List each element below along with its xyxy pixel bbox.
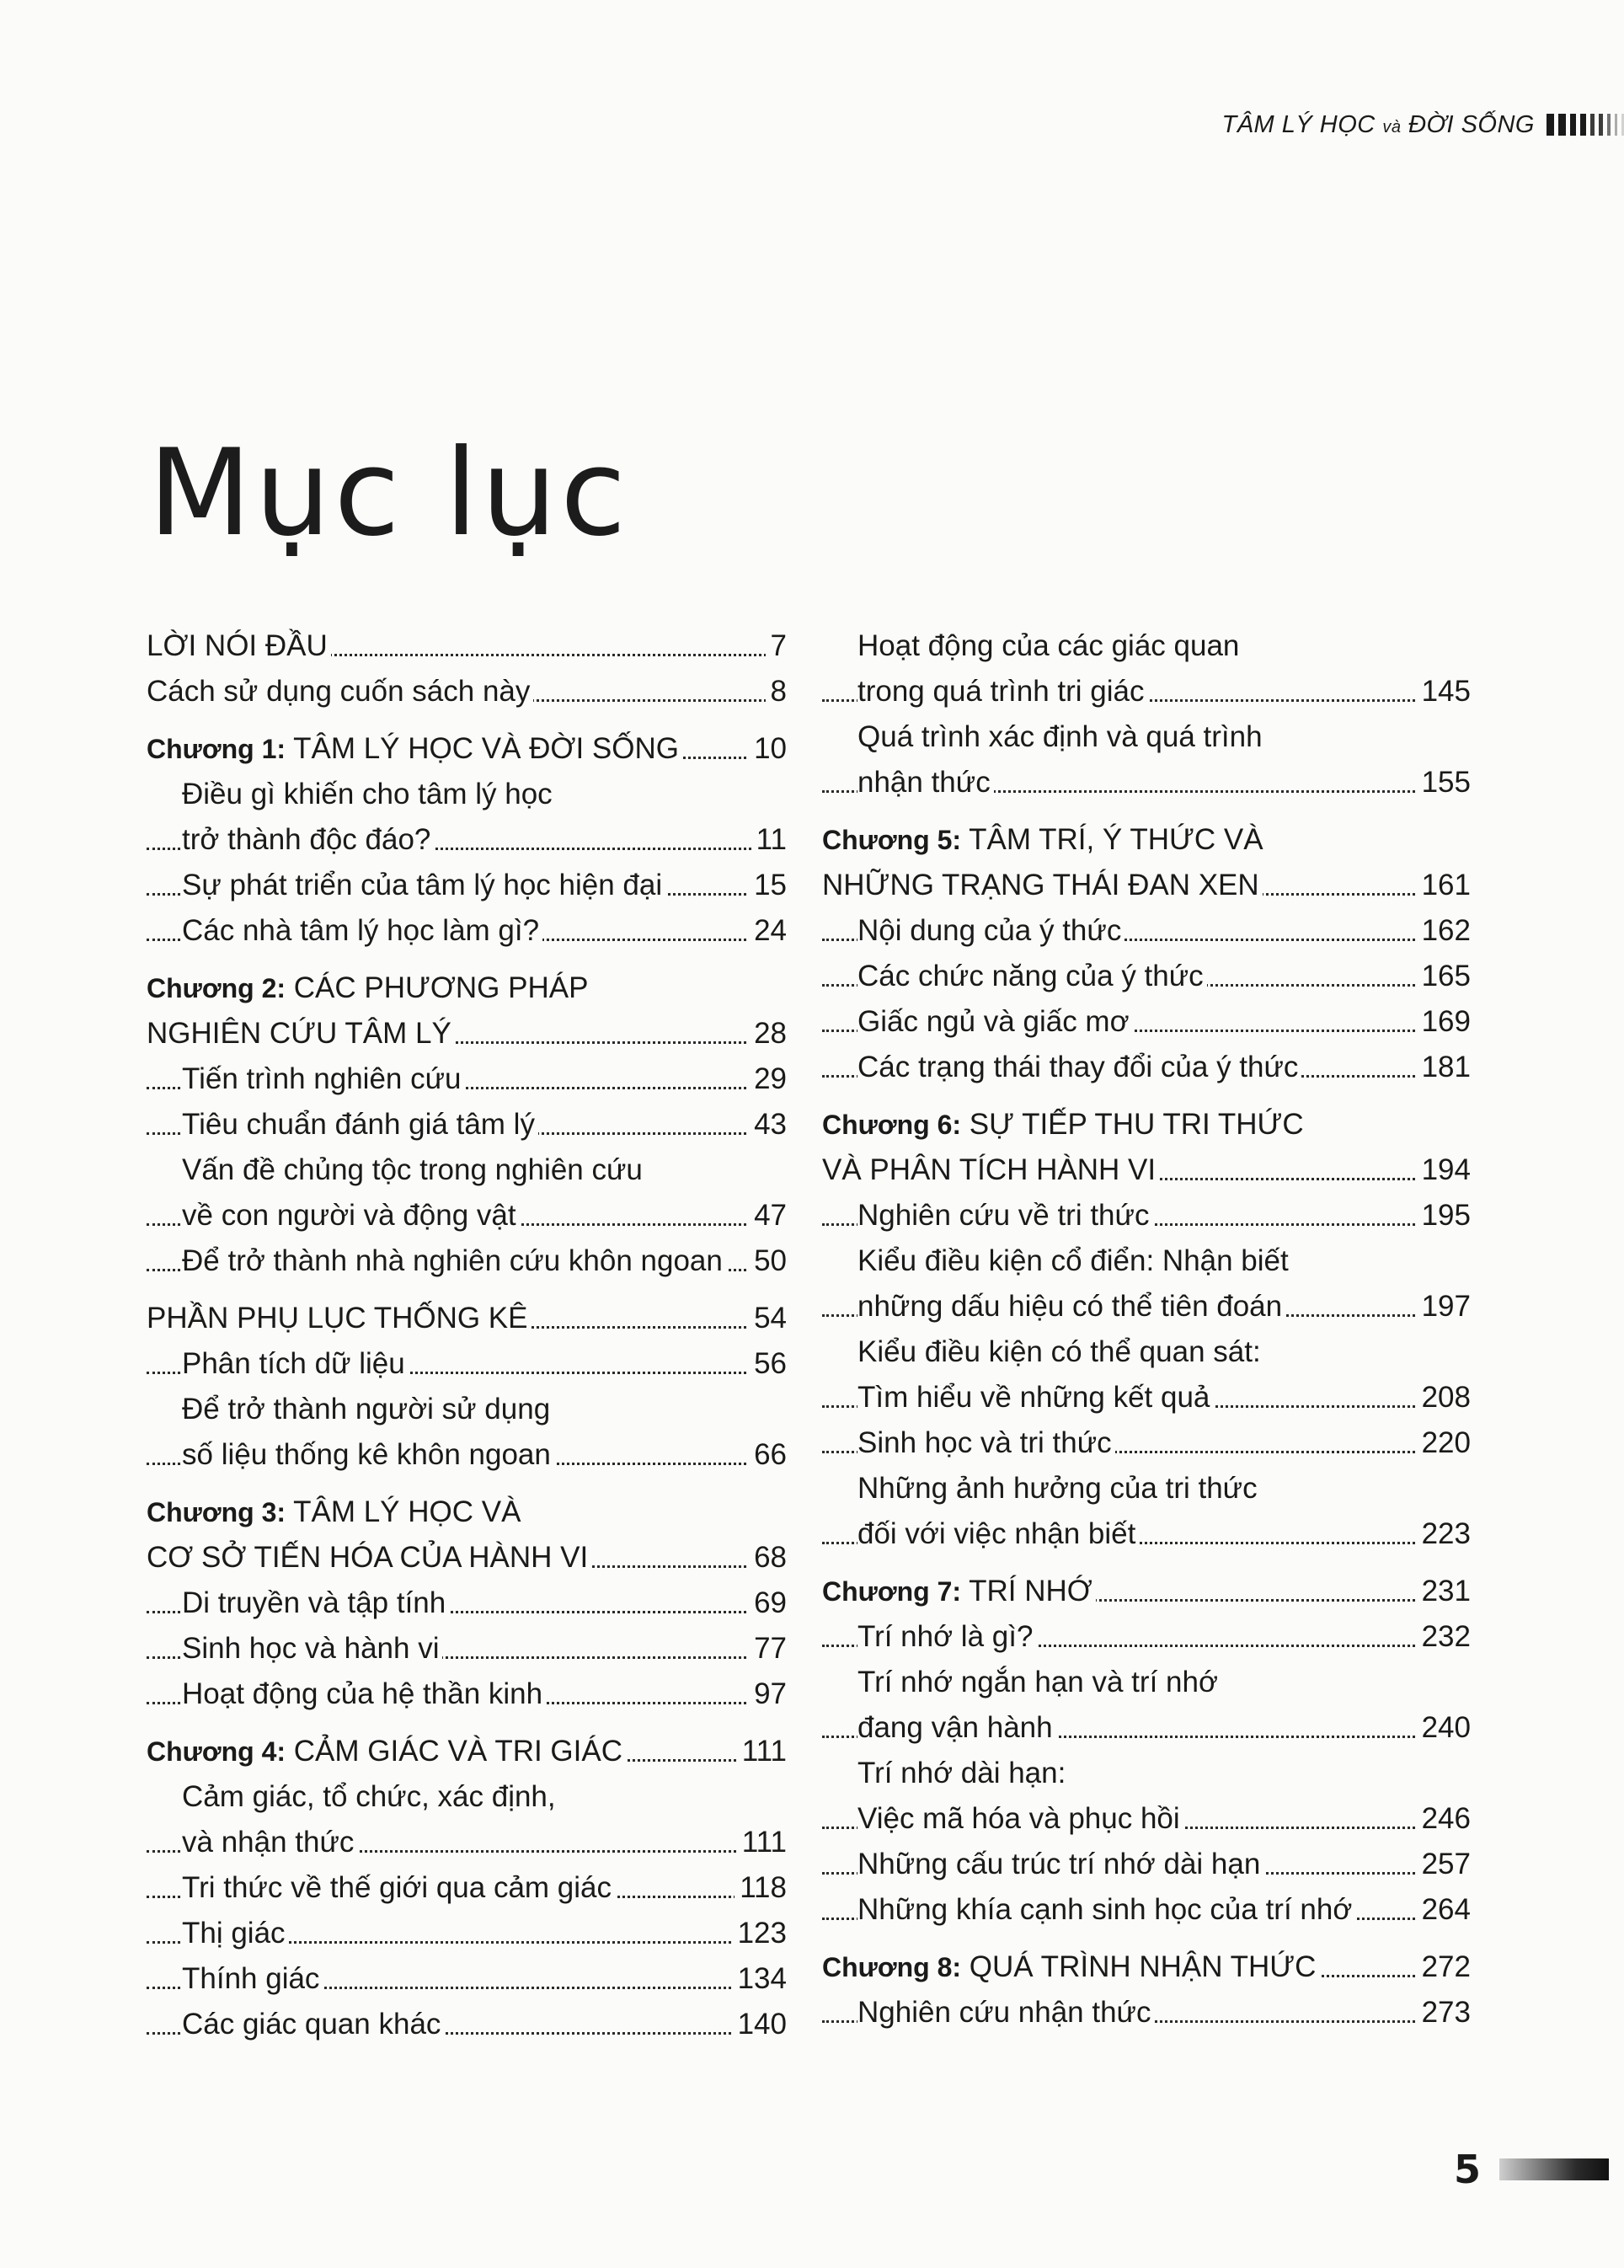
toc-entry-text: số liệu thống kê khôn ngoan	[182, 1438, 551, 1471]
toc-entry-text: Nghiên cứu về tri thức	[857, 1199, 1150, 1232]
toc-entry-text: Việc mã hóa và phục hồi	[857, 1802, 1180, 1835]
page-title: Mục lục	[148, 424, 630, 564]
toc-page-number: 69	[749, 1581, 787, 1626]
toc-page-number: 273	[1417, 1990, 1471, 2035]
toc-entry-label	[857, 1757, 1069, 1789]
toc-entry-text: Những ảnh hưởng của tri thức	[857, 1472, 1258, 1505]
toc-entry-label	[182, 1677, 546, 1710]
toc-entry-text: Giấc ngủ và giấc mơ	[857, 1005, 1130, 1038]
toc-entry-text: PHẦN PHỤ LỤC THỐNG KÊ	[147, 1302, 528, 1335]
toc-sub-entry	[147, 908, 787, 954]
page-number-block	[1454, 2147, 1609, 2192]
toc-entry	[147, 669, 787, 714]
toc-entry-label	[147, 732, 682, 765]
toc-entry-text: QUÁ TRÌNH NHẬN THỨC	[969, 1950, 1317, 1983]
toc-page-number: 220	[1417, 1420, 1471, 1466]
toc-entry-text: về con người và động vật	[182, 1199, 516, 1232]
toc-page-number: 246	[1417, 1796, 1471, 1842]
toc-entry-text: trong quá trình tri giác	[857, 675, 1145, 708]
toc-entry-label	[857, 1244, 1292, 1277]
toc-right-column	[822, 623, 1471, 2035]
toc-page-number: 47	[749, 1193, 787, 1238]
toc-entry-label	[857, 1472, 1261, 1505]
toc-entry-text: nhận thức	[857, 766, 991, 799]
toc-sub-entry	[147, 817, 787, 863]
running-header	[1222, 108, 1624, 142]
toc-entry-label	[857, 766, 994, 799]
toc-entry-text: trở thành độc đáo?	[182, 823, 431, 856]
toc-sub-entry	[147, 1956, 787, 2002]
toc-page-number: 77	[749, 1626, 787, 1672]
toc-entry-label	[182, 1393, 553, 1426]
chapter-number: Chương 5:	[822, 825, 962, 855]
toc-sub-entry	[822, 669, 1471, 714]
toc-page-number: 232	[1417, 1614, 1471, 1660]
toc-entry	[822, 1147, 1471, 1193]
toc-chapter-entry	[147, 1729, 787, 1774]
toc-entry-text: Cảm giác, tổ chức, xác định,	[182, 1780, 556, 1813]
toc-entry-label	[147, 971, 591, 1004]
toc-page-number: 181	[1417, 1045, 1471, 1090]
toc-sub-entry	[147, 1626, 787, 1672]
toc-sub-entry	[822, 1284, 1471, 1329]
toc-entry-text: Quá trình xác định và quá trình	[857, 720, 1263, 753]
toc-entry-text: Những khía cạnh sinh học của trí nhớ	[857, 1893, 1353, 1926]
toc-entry	[822, 863, 1471, 908]
toc-page-number: 28	[749, 1011, 787, 1056]
toc-sub-entry	[822, 1705, 1471, 1751]
toc-entry-label	[857, 720, 1266, 753]
toc-entry-label	[822, 1108, 1307, 1141]
toc-entry-text: Sinh học và hành vi	[182, 1632, 440, 1665]
toc-page-number: 145	[1417, 669, 1471, 714]
toc-entry-text: SỰ TIẾP THU TRI THỨC	[969, 1108, 1304, 1141]
header-part-3: ĐỜI SỐNG	[1401, 110, 1535, 138]
toc-entry-text: Hoạt động của các giác quan	[857, 629, 1240, 662]
toc-entry-label	[857, 1848, 1263, 1880]
toc-entry-label	[822, 1950, 1319, 1983]
toc-entry-label	[857, 1005, 1133, 1038]
toc-entry-text: TÂM LÝ HỌC VÀ ĐỜI SỐNG	[293, 732, 679, 765]
toc-entry-text: Tiêu chuẩn đánh giá tâm lý	[182, 1108, 535, 1141]
toc-entry	[147, 1011, 787, 1056]
toc-page-number: 15	[749, 863, 787, 908]
toc-page-number: 68	[749, 1535, 787, 1581]
toc-sub-entry	[822, 1751, 1471, 1796]
toc-entry-text: Phân tích dữ liệu	[182, 1347, 405, 1380]
toc-entry-text: Các nhà tâm lý học làm gì?	[182, 914, 540, 947]
toc-entry-label	[182, 778, 556, 810]
header-bars-ornament	[1547, 114, 1624, 136]
toc-entry-label	[857, 914, 1125, 947]
toc-entry-label	[822, 1575, 1096, 1607]
toc-sub-entry	[822, 714, 1471, 760]
toc-page-number: 123	[733, 1911, 787, 1956]
toc-entry-text: Các trạng thái thay đổi của ý thức	[857, 1051, 1299, 1083]
toc-entry-text: Nội dung của ý thức	[857, 914, 1122, 947]
toc-page-number: 54	[749, 1296, 787, 1341]
chapter-number: Chương 4:	[147, 1736, 286, 1767]
toc-sub-entry	[147, 1056, 787, 1102]
running-header-text	[1222, 111, 1547, 139]
toc-entry-text: và nhận thức	[182, 1826, 355, 1859]
toc-entry-label	[822, 869, 1263, 901]
toc-entry-text: CƠ SỞ TIẾN HÓA CỦA HÀNH VI	[147, 1541, 589, 1574]
toc-sub-entry	[822, 1614, 1471, 1660]
toc-page-number: 56	[749, 1341, 787, 1387]
toc-sub-entry	[147, 1581, 787, 1626]
toc-entry-text: Để trở thành nhà nghiên cứu khôn ngoan	[182, 1244, 723, 1277]
folio-gradient-ornament	[1499, 2158, 1609, 2180]
toc-sub-entry	[147, 1865, 787, 1911]
toc-page-number: 140	[733, 2002, 787, 2047]
toc-entry-label	[182, 1780, 559, 1813]
toc-page-number: 264	[1417, 1887, 1471, 1933]
toc-entry-text: Điều gì khiến cho tâm lý học	[182, 778, 553, 810]
toc-sub-entry	[822, 1990, 1471, 2035]
toc-entry-text: Tri thức về thế giới qua cảm giác	[182, 1871, 612, 1904]
toc-sub-entry	[147, 1774, 787, 1820]
toc-entry-text: TÂM TRÍ, Ý THỨC VÀ	[969, 823, 1263, 856]
toc-entry-label	[182, 1826, 357, 1859]
toc-page-number: 8	[766, 669, 787, 714]
toc-entry-label	[147, 1302, 532, 1335]
toc-chapter-entry	[822, 1102, 1471, 1147]
toc-entry-label	[857, 960, 1207, 992]
toc-entry-label	[822, 1153, 1159, 1186]
toc-page-number: 194	[1417, 1147, 1471, 1193]
toc-entry-text: TÂM LÝ HỌC VÀ	[293, 1495, 521, 1528]
toc-entry-label	[147, 1017, 455, 1050]
toc-entry-label	[147, 1735, 626, 1768]
toc-entry-text: Các giác quan khác	[182, 2008, 441, 2041]
toc-sub-entry	[822, 954, 1471, 999]
toc-entry-label	[182, 1632, 442, 1665]
toc-entry-label	[857, 1199, 1152, 1232]
toc-entry-text: đối với việc nhận biết	[857, 1517, 1136, 1550]
toc-entry-text: Các chức năng của ý thức	[857, 960, 1204, 992]
toc-page-number: 240	[1417, 1705, 1471, 1751]
toc-entry-label	[182, 2008, 444, 2041]
toc-entry-label	[857, 1517, 1139, 1550]
toc-sub-entry	[147, 2002, 787, 2047]
toc-sub-entry	[147, 1432, 787, 1478]
toc-entry-text: đang vận hành	[857, 1711, 1053, 1744]
toc-sub-entry	[147, 1672, 787, 1717]
toc-entry-text: Kiểu điều kiện có thể quan sát:	[857, 1335, 1261, 1368]
chapter-number: Chương 7:	[822, 1576, 962, 1607]
toc-page-number: 7	[766, 623, 787, 669]
toc-sub-entry	[147, 1820, 787, 1865]
chapter-number: Chương 1:	[147, 734, 286, 764]
toc-entry-label	[182, 914, 542, 947]
toc-chapter-entry	[147, 726, 787, 772]
toc-sub-entry	[822, 1375, 1471, 1420]
toc-entry-label	[182, 1871, 615, 1904]
toc-entry-label	[147, 1541, 591, 1574]
toc-sub-entry	[147, 1911, 787, 1956]
toc-entry-label	[182, 1347, 409, 1380]
toc-entry-label	[182, 1438, 554, 1471]
toc-sub-entry	[147, 1387, 787, 1432]
toc-entry	[147, 623, 787, 669]
toc-sub-entry	[822, 1796, 1471, 1842]
toc-page-number: 161	[1417, 863, 1471, 908]
page-number: 5	[1454, 2147, 1482, 2192]
toc-entry-text: Sinh học và tri thức	[857, 1426, 1112, 1459]
header-part-1: TÂM LÝ HỌC	[1221, 110, 1383, 138]
toc-page-number: 272	[1417, 1944, 1471, 1990]
toc-sub-entry	[822, 999, 1471, 1045]
toc-chapter-entry	[822, 1569, 1471, 1614]
toc-sub-entry	[822, 1887, 1471, 1933]
toc-entry-label	[182, 823, 434, 856]
toc-entry-text: VÀ PHÂN TÍCH HÀNH VI	[822, 1153, 1157, 1186]
toc-entry-label	[147, 675, 533, 708]
toc-page-number: 208	[1417, 1375, 1471, 1420]
toc-entry-label	[857, 1290, 1285, 1323]
toc-entry-text: những dấu hiệu có thể tiên đoán	[857, 1290, 1283, 1323]
toc-sub-entry	[822, 908, 1471, 954]
toc-entry-label	[182, 1108, 538, 1141]
toc-page-number: 24	[749, 908, 787, 954]
toc-sub-entry	[822, 1660, 1471, 1705]
toc-chapter-entry	[147, 1490, 787, 1535]
toc-entry-text: Để trở thành người sử dụng	[182, 1393, 551, 1426]
toc-sub-entry	[147, 1102, 787, 1147]
toc-sub-entry	[822, 623, 1471, 669]
toc-entry-label	[182, 1244, 726, 1277]
toc-chapter-entry	[822, 817, 1471, 863]
toc-page-number: 257	[1417, 1842, 1471, 1887]
toc-entry-label	[857, 629, 1242, 662]
toc-entry	[147, 1535, 787, 1581]
toc-page-number: 10	[749, 726, 787, 772]
toc-entry-label	[857, 1335, 1264, 1368]
toc-page-number: 43	[749, 1102, 787, 1147]
toc-entry-label	[857, 675, 1147, 708]
toc-entry-label	[857, 1893, 1355, 1926]
toc-page-number: 97	[749, 1672, 787, 1717]
toc-sub-entry	[822, 1045, 1471, 1090]
toc-entry-text: Nghiên cứu nhận thức	[857, 1996, 1151, 2029]
toc-entry-text: Vấn đề chủng tộc trong nghiên cứu	[182, 1153, 643, 1186]
toc-entry-label	[857, 1666, 1221, 1698]
toc-sub-entry	[822, 1420, 1471, 1466]
toc-entry-label	[857, 1381, 1213, 1414]
toc-sub-entry	[822, 1466, 1471, 1511]
toc-sub-entry	[822, 1193, 1471, 1238]
toc-page-number: 195	[1417, 1193, 1471, 1238]
toc-page-number: 66	[749, 1432, 787, 1478]
toc-entry-label	[182, 1062, 465, 1095]
toc-page-number: 118	[735, 1865, 787, 1911]
header-part-2: và	[1382, 117, 1402, 136]
toc-sub-entry	[147, 863, 787, 908]
toc-sub-entry	[822, 1238, 1471, 1284]
toc-entry-text: CÁC PHƯƠNG PHÁP	[293, 971, 589, 1004]
toc-entry-label	[182, 1153, 646, 1186]
chapter-number: Chương 6:	[822, 1110, 962, 1140]
toc-page-number: 162	[1417, 908, 1471, 954]
toc-entry-label	[857, 1802, 1183, 1835]
toc-entry-label	[857, 1051, 1301, 1083]
toc-page-number: 223	[1417, 1511, 1471, 1557]
toc-entry-text: Hoạt động của hệ thần kinh	[182, 1677, 543, 1710]
toc-chapter-entry	[822, 1944, 1471, 1990]
toc-entry-text: Thị giác	[182, 1917, 286, 1950]
toc-entry-label	[147, 629, 331, 662]
toc-entry-text: CẢM GIÁC VÀ TRI GIÁC	[293, 1735, 622, 1768]
toc-entry-label	[182, 1586, 449, 1619]
chapter-number: Chương 3:	[147, 1497, 286, 1527]
toc-entry-text: Cách sử dụng cuốn sách này	[147, 675, 531, 708]
toc-entry-text: NGHIÊN CỨU TÂM LÝ	[147, 1017, 451, 1050]
toc-sub-entry	[147, 1238, 787, 1284]
toc-page-number: 231	[1417, 1569, 1471, 1614]
toc-page-number: 134	[733, 1956, 787, 2002]
toc-sub-entry	[822, 760, 1471, 805]
toc-page-number: 165	[1417, 954, 1471, 999]
toc-sub-entry	[147, 1147, 787, 1193]
toc-page-number: 155	[1417, 760, 1471, 805]
toc-entry-label	[857, 1996, 1154, 2029]
toc-entry-text: NHỮNG TRẠNG THÁI ĐAN XEN	[822, 869, 1259, 901]
toc-sub-entry	[147, 1341, 787, 1387]
chapter-number: Chương 2:	[147, 973, 286, 1003]
toc-sub-entry	[147, 772, 787, 817]
toc-sub-entry	[822, 1842, 1471, 1887]
toc-entry-label	[182, 1199, 520, 1232]
toc-page-number: 169	[1417, 999, 1471, 1045]
toc-entry-text: Kiểu điều kiện cổ điển: Nhận biết	[857, 1244, 1289, 1277]
chapter-number: Chương 8:	[822, 1952, 962, 1982]
toc-entry-text: Những cấu trúc trí nhớ dài hạn	[857, 1848, 1261, 1880]
toc-entry-text: Di truyền và tập tính	[182, 1586, 446, 1619]
toc-entry-text: Thính giác	[182, 1962, 320, 1995]
toc-entry-text: Tìm hiểu về những kết quả	[857, 1381, 1210, 1414]
toc-page-number: 50	[749, 1238, 787, 1284]
toc-entry-label	[182, 869, 665, 901]
toc-page-number: 11	[751, 817, 787, 863]
toc-entry-text: Sự phát triển của tâm lý học hiện đại	[182, 869, 663, 901]
toc-chapter-entry	[147, 966, 787, 1011]
toc-entry-text: Tiến trình nghiên cứu	[182, 1062, 462, 1095]
toc-page-number: 197	[1417, 1284, 1471, 1329]
toc-sub-entry	[147, 1193, 787, 1238]
toc-entry-label	[147, 1495, 524, 1528]
toc-sub-entry	[822, 1329, 1471, 1375]
toc-page-number: 29	[749, 1056, 787, 1102]
toc-entry-label	[857, 1620, 1036, 1653]
toc-entry-label	[822, 823, 1267, 856]
toc-page-number: 111	[737, 1729, 787, 1774]
toc-entry-label	[182, 1962, 323, 1995]
toc-sub-entry	[822, 1511, 1471, 1557]
toc-entry	[147, 1296, 787, 1341]
toc-left-column	[147, 623, 787, 2047]
toc-entry-text: Trí nhớ là gì?	[857, 1620, 1034, 1653]
toc-page-number: 111	[737, 1820, 787, 1865]
toc-entry-text: Trí nhớ ngắn hạn và trí nhớ	[857, 1666, 1218, 1698]
toc-entry-label	[182, 1917, 289, 1950]
toc-entry-text: LỜI NÓI ĐẦU	[147, 629, 328, 662]
toc-entry-text: Trí nhớ dài hạn:	[857, 1757, 1066, 1789]
toc-entry-label	[857, 1711, 1056, 1744]
toc-entry-label	[857, 1426, 1115, 1459]
toc-entry-text: TRÍ NHỚ	[969, 1575, 1092, 1607]
